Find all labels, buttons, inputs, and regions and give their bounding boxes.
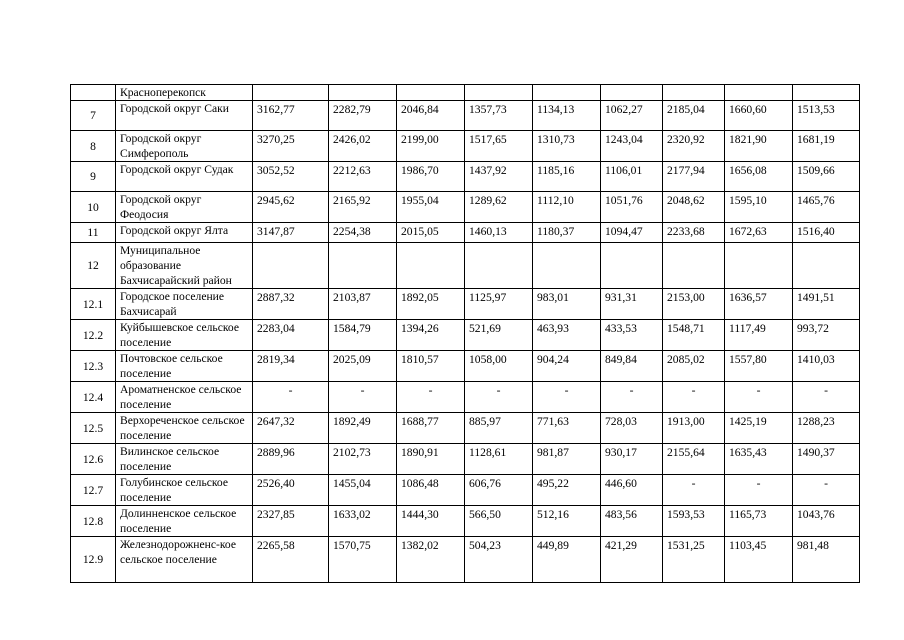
value-cell: [663, 85, 725, 101]
value-cell: 1635,43: [725, 444, 793, 475]
value-cell: 1955,04: [397, 192, 465, 223]
value-cell: 1128,61: [465, 444, 533, 475]
value-cell: 1593,53: [663, 506, 725, 537]
value-cell: 1051,76: [601, 192, 663, 223]
value-cell: 1062,27: [601, 101, 663, 131]
municipality-name: Ароматненское сельское поселение: [116, 382, 253, 413]
value-cell: 1548,71: [663, 320, 725, 351]
table-row: [71, 506, 860, 537]
row-number: 12.8: [71, 506, 116, 537]
row-number: 12: [71, 243, 116, 289]
row-number: 12.7: [71, 475, 116, 506]
value-cell: 2254,38: [329, 223, 397, 243]
value-cell: 1584,79: [329, 320, 397, 351]
municipality-name: Долинненское сельское поселение: [116, 506, 253, 537]
row-number: 12.9: [71, 537, 116, 583]
value-cell: 1185,16: [533, 162, 601, 192]
municipality-name: Куйбышевское сельское поселение: [116, 320, 253, 351]
municipality-name: Городской округ Феодосия: [116, 192, 253, 223]
value-cell: -: [533, 382, 601, 413]
value-cell: 1913,00: [663, 413, 725, 444]
value-cell: [663, 243, 725, 289]
value-cell: 449,89: [533, 537, 601, 583]
value-cell: -: [601, 382, 663, 413]
value-cell: 1681,19: [793, 131, 860, 162]
value-cell: -: [725, 382, 793, 413]
municipality-name: Почтовское сельское поселение: [116, 351, 253, 382]
value-cell: 1890,91: [397, 444, 465, 475]
value-cell: [465, 243, 533, 289]
value-cell: 1892,05: [397, 289, 465, 320]
value-cell: 1165,73: [725, 506, 793, 537]
row-number: [71, 85, 116, 101]
value-cell: [793, 243, 860, 289]
value-cell: 2282,79: [329, 101, 397, 131]
value-cell: 1595,10: [725, 192, 793, 223]
value-cell: 2155,64: [663, 444, 725, 475]
value-cell: 1288,23: [793, 413, 860, 444]
value-cell: 2153,00: [663, 289, 725, 320]
value-cell: 1425,19: [725, 413, 793, 444]
value-cell: 981,48: [793, 537, 860, 583]
value-cell: 993,72: [793, 320, 860, 351]
value-cell: -: [397, 382, 465, 413]
value-cell: [793, 85, 860, 101]
value-cell: 1516,40: [793, 223, 860, 243]
value-cell: 1557,80: [725, 351, 793, 382]
value-cell: 771,63: [533, 413, 601, 444]
value-cell: 1656,08: [725, 162, 793, 192]
value-cell: 1465,76: [793, 192, 860, 223]
value-cell: [329, 85, 397, 101]
value-cell: 2327,85: [253, 506, 329, 537]
value-cell: [397, 85, 465, 101]
value-cell: 1531,25: [663, 537, 725, 583]
tariff-table: [70, 84, 860, 583]
value-cell: 1986,70: [397, 162, 465, 192]
value-cell: -: [793, 382, 860, 413]
value-cell: 2320,92: [663, 131, 725, 162]
value-cell: 1357,73: [465, 101, 533, 131]
row-number: 12.3: [71, 351, 116, 382]
value-cell: 1460,13: [465, 223, 533, 243]
table-row: [71, 101, 860, 131]
row-number: 12.5: [71, 413, 116, 444]
value-cell: 849,84: [601, 351, 663, 382]
value-cell: 1382,02: [397, 537, 465, 583]
value-cell: 1509,66: [793, 162, 860, 192]
value-cell: 2889,96: [253, 444, 329, 475]
value-cell: 2265,58: [253, 537, 329, 583]
value-cell: 2819,34: [253, 351, 329, 382]
value-cell: 495,22: [533, 475, 601, 506]
value-cell: 2199,00: [397, 131, 465, 162]
value-cell: 2212,63: [329, 162, 397, 192]
value-cell: 1243,04: [601, 131, 663, 162]
value-cell: 512,16: [533, 506, 601, 537]
value-cell: 1134,13: [533, 101, 601, 131]
value-cell: -: [329, 382, 397, 413]
value-cell: 1106,01: [601, 162, 663, 192]
table-row: [71, 131, 860, 162]
table-row: [71, 162, 860, 192]
value-cell: 606,76: [465, 475, 533, 506]
municipality-name: Верхореченское сельское поселение: [116, 413, 253, 444]
value-cell: 421,29: [601, 537, 663, 583]
value-cell: [601, 85, 663, 101]
municipality-name: Красноперекопск: [116, 85, 253, 101]
value-cell: 1821,90: [725, 131, 793, 162]
value-cell: 930,17: [601, 444, 663, 475]
value-cell: 446,60: [601, 475, 663, 506]
value-cell: 2647,32: [253, 413, 329, 444]
value-cell: 2185,04: [663, 101, 725, 131]
value-cell: 2887,32: [253, 289, 329, 320]
table-row: [71, 223, 860, 243]
value-cell: 1892,49: [329, 413, 397, 444]
value-cell: 3147,87: [253, 223, 329, 243]
value-cell: 1688,77: [397, 413, 465, 444]
value-cell: 1444,30: [397, 506, 465, 537]
value-cell: [397, 243, 465, 289]
value-cell: 1043,76: [793, 506, 860, 537]
value-cell: 483,56: [601, 506, 663, 537]
value-cell: 1410,03: [793, 351, 860, 382]
value-cell: 2945,62: [253, 192, 329, 223]
value-cell: [253, 243, 329, 289]
value-cell: 2015,05: [397, 223, 465, 243]
value-cell: 1394,26: [397, 320, 465, 351]
value-cell: 1660,60: [725, 101, 793, 131]
value-cell: 1112,10: [533, 192, 601, 223]
value-cell: 1103,45: [725, 537, 793, 583]
value-cell: [725, 243, 793, 289]
value-cell: 1490,37: [793, 444, 860, 475]
table-row: [71, 444, 860, 475]
table-body: [71, 85, 860, 583]
value-cell: -: [793, 475, 860, 506]
value-cell: 566,50: [465, 506, 533, 537]
value-cell: -: [465, 382, 533, 413]
value-cell: 2426,02: [329, 131, 397, 162]
value-cell: 931,31: [601, 289, 663, 320]
value-cell: 1125,97: [465, 289, 533, 320]
value-cell: [725, 85, 793, 101]
value-cell: 2177,94: [663, 162, 725, 192]
municipality-name: Городской округ Судак: [116, 162, 253, 192]
value-cell: -: [253, 382, 329, 413]
value-cell: 1491,51: [793, 289, 860, 320]
value-cell: 3162,77: [253, 101, 329, 131]
value-cell: 1570,75: [329, 537, 397, 583]
value-cell: 1513,53: [793, 101, 860, 131]
municipality-name: Муниципальное образование Бахчисарайский район: [116, 243, 253, 289]
row-number: 7: [71, 101, 116, 131]
table-row: [71, 85, 860, 101]
value-cell: 2165,92: [329, 192, 397, 223]
value-cell: 1289,62: [465, 192, 533, 223]
value-cell: [253, 85, 329, 101]
value-cell: 2102,73: [329, 444, 397, 475]
value-cell: 521,69: [465, 320, 533, 351]
table-row: [71, 351, 860, 382]
table-row: [71, 413, 860, 444]
value-cell: 2085,02: [663, 351, 725, 382]
value-cell: [533, 243, 601, 289]
municipality-name: Вилинское сельское поселение: [116, 444, 253, 475]
value-cell: 1437,92: [465, 162, 533, 192]
value-cell: 2046,84: [397, 101, 465, 131]
municipality-name: Городское поселение Бахчисарай: [116, 289, 253, 320]
value-cell: [533, 85, 601, 101]
value-cell: 504,23: [465, 537, 533, 583]
value-cell: 728,03: [601, 413, 663, 444]
table-row: [71, 475, 860, 506]
value-cell: 981,87: [533, 444, 601, 475]
value-cell: 1455,04: [329, 475, 397, 506]
value-cell: [465, 85, 533, 101]
municipality-name: Железнодорожненс-кое сельское поселение: [116, 537, 253, 583]
value-cell: 1058,00: [465, 351, 533, 382]
value-cell: -: [663, 382, 725, 413]
row-number: 12.6: [71, 444, 116, 475]
value-cell: 3270,25: [253, 131, 329, 162]
value-cell: 2526,40: [253, 475, 329, 506]
municipality-name: Городской округ Ялта: [116, 223, 253, 243]
value-cell: 904,24: [533, 351, 601, 382]
value-cell: 983,01: [533, 289, 601, 320]
row-number: 12.2: [71, 320, 116, 351]
value-cell: 2048,62: [663, 192, 725, 223]
municipality-name: Городской округ Симферополь: [116, 131, 253, 162]
table-row: [71, 243, 860, 289]
row-number: 8: [71, 131, 116, 162]
value-cell: 1310,73: [533, 131, 601, 162]
value-cell: 2103,87: [329, 289, 397, 320]
value-cell: 1180,37: [533, 223, 601, 243]
row-number: 12.4: [71, 382, 116, 413]
value-cell: [601, 243, 663, 289]
value-cell: [329, 243, 397, 289]
municipality-name: Городской округ Саки: [116, 101, 253, 131]
value-cell: 1633,02: [329, 506, 397, 537]
value-cell: 3052,52: [253, 162, 329, 192]
table-row: [71, 382, 860, 413]
row-number: 11: [71, 223, 116, 243]
value-cell: 2025,09: [329, 351, 397, 382]
table-row: [71, 289, 860, 320]
table-row: [71, 320, 860, 351]
value-cell: 1086,48: [397, 475, 465, 506]
value-cell: 463,93: [533, 320, 601, 351]
row-number: 10: [71, 192, 116, 223]
row-number: 12.1: [71, 289, 116, 320]
value-cell: 1117,49: [725, 320, 793, 351]
value-cell: 1094,47: [601, 223, 663, 243]
value-cell: 2283,04: [253, 320, 329, 351]
value-cell: 1636,57: [725, 289, 793, 320]
value-cell: -: [663, 475, 725, 506]
municipality-name: Голубинское сельское поселение: [116, 475, 253, 506]
value-cell: 1517,65: [465, 131, 533, 162]
value-cell: 2233,68: [663, 223, 725, 243]
value-cell: 1672,63: [725, 223, 793, 243]
row-number: 9: [71, 162, 116, 192]
value-cell: -: [725, 475, 793, 506]
value-cell: 433,53: [601, 320, 663, 351]
value-cell: 1810,57: [397, 351, 465, 382]
table-row: [71, 537, 860, 583]
table-row: [71, 192, 860, 223]
value-cell: 885,97: [465, 413, 533, 444]
